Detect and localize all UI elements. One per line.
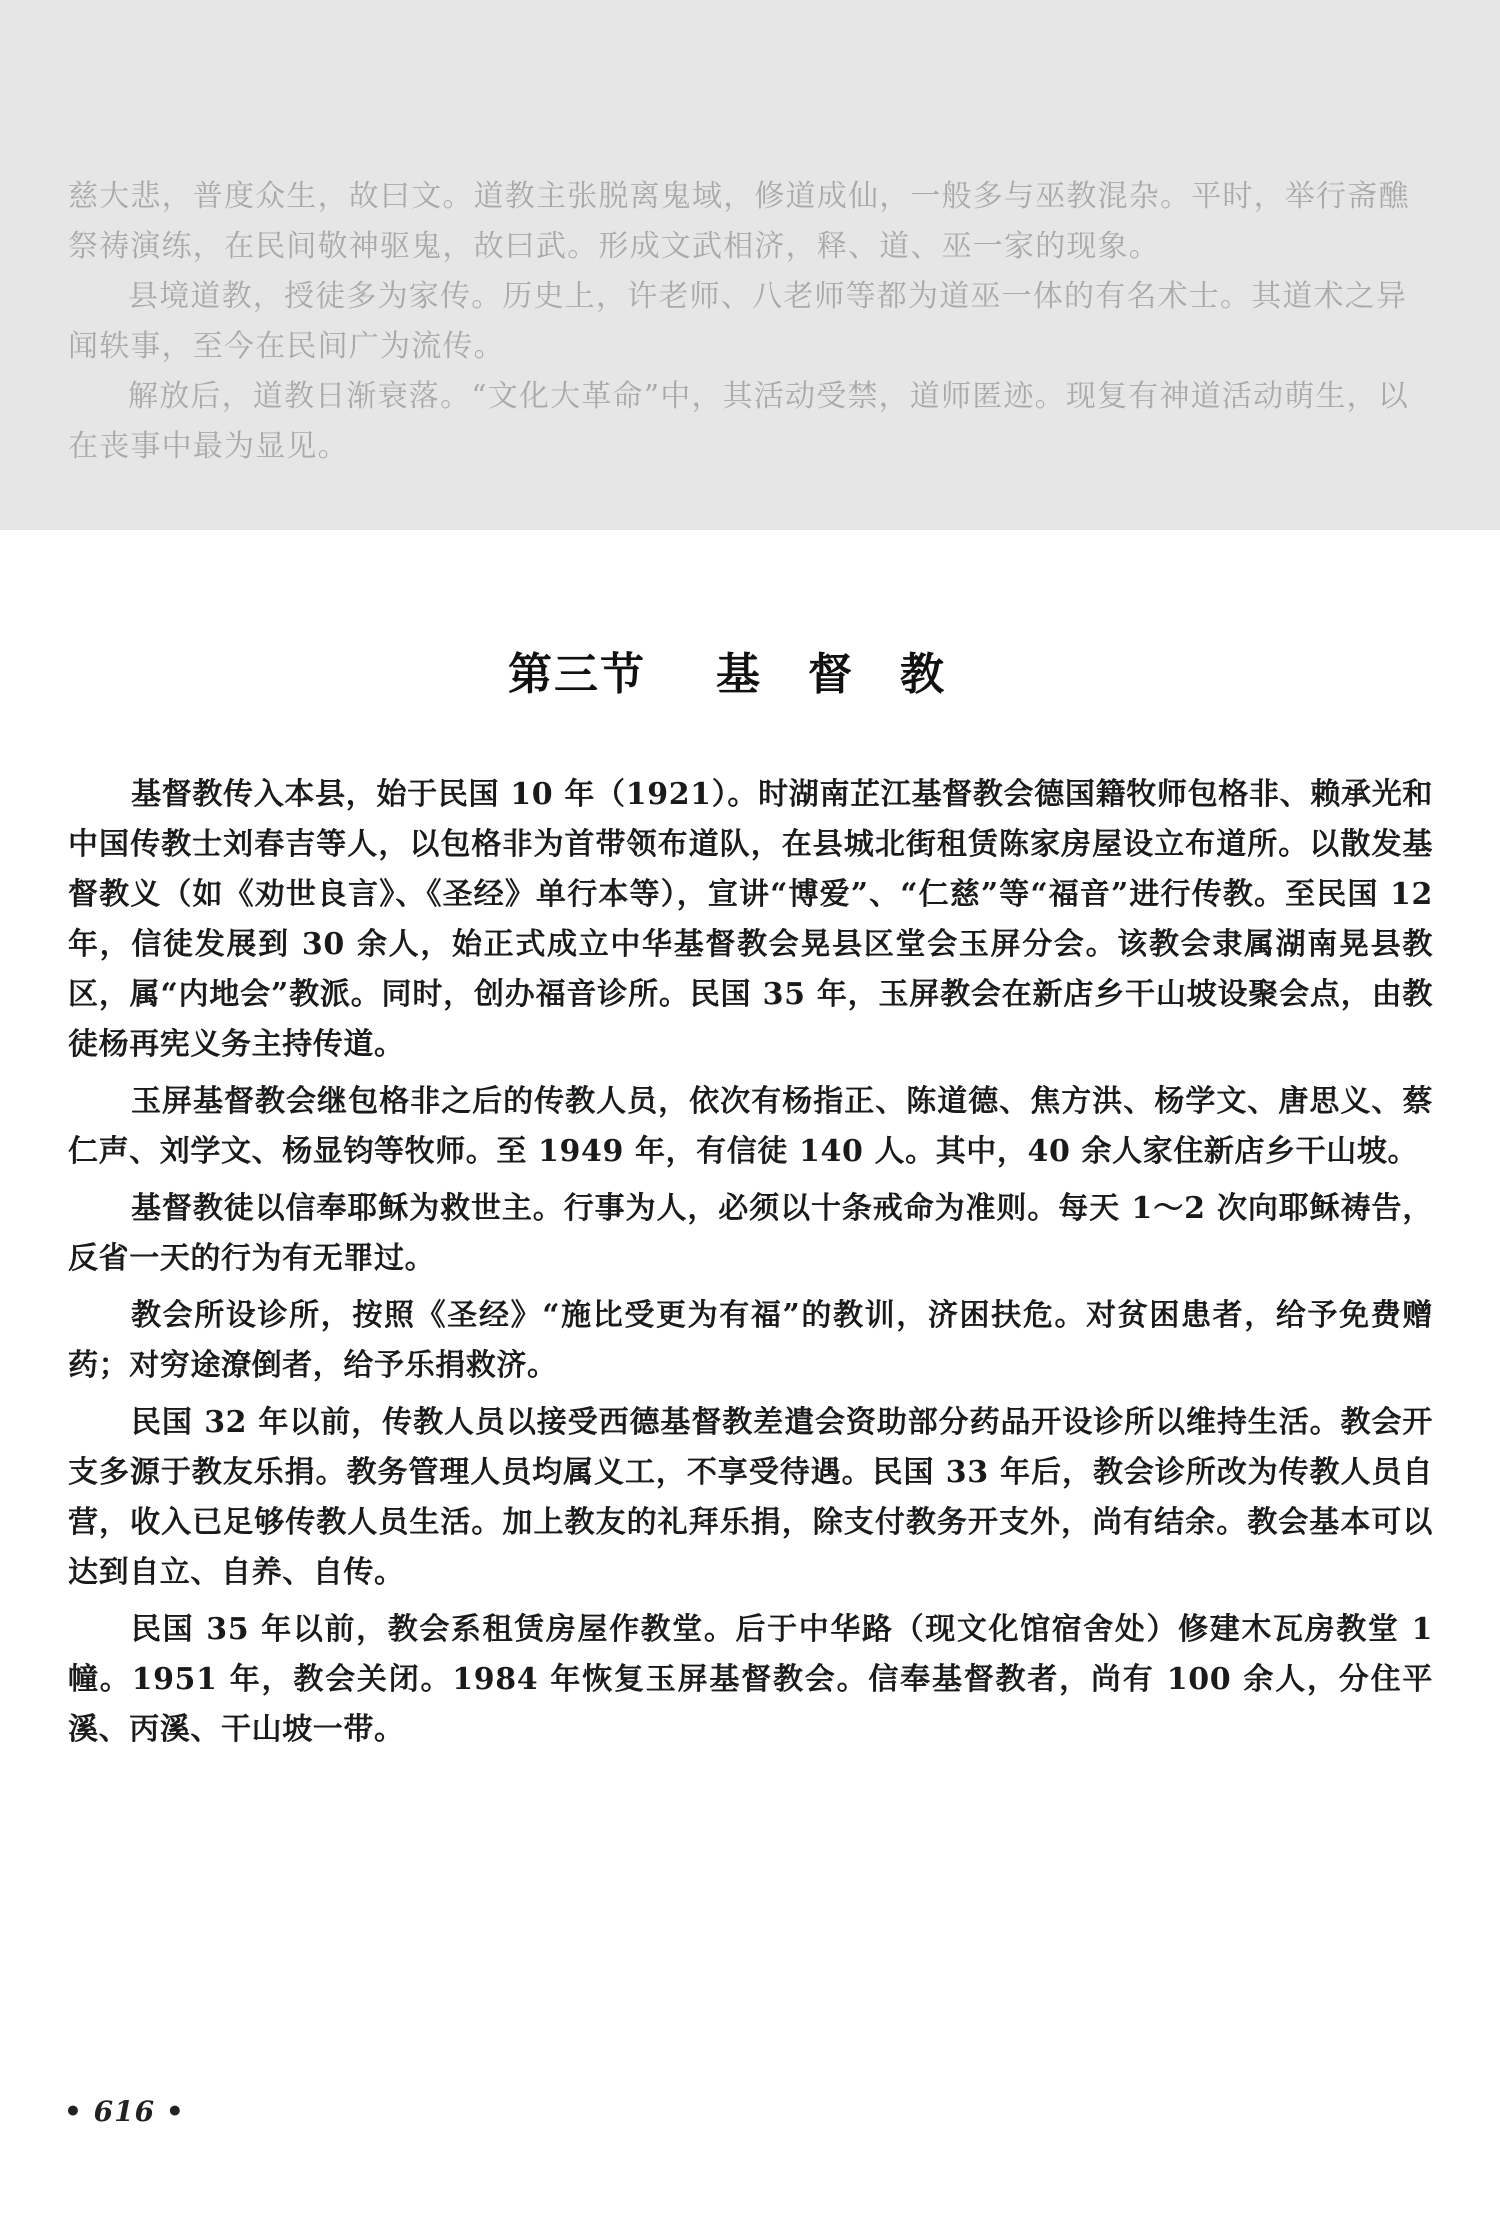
body-paragraph-4: 教会所设诊所，按照《圣经》“施比受更为有福”的教训，济困扶危。对贫困患者，给予免费赠药；对穷途潦倒者，给予乐捐救济。: [68, 1298, 1433, 1383]
page-number: • 616 •: [64, 2095, 185, 2128]
page-number-value: 616: [93, 2095, 156, 2128]
previous-paragraph-1: 慈大悲，普度众生，故曰文。道教主张脱离鬼域，修道成仙，一般多与巫教混杂。平时，举行斋醮祭祷演练，在民间敬神驱鬼，故曰武。形成文武相济，释、道、巫一家的现象。: [68, 179, 1410, 264]
body-paragraph-5: 民国 32 年以前，传教人员以接受西德基督教差遣会资助部分药品开设诊所以维持生活。教会开支多源于教友乐捐。教务管理人员均属义工，不享受待遇。民国 33 年后，教会诊所改为传教人员自营，收入已足够传教人员生活。加上教友的礼拜乐捐，除支付教务开支外，尚有结余。教会基本可以达到自立、自养、自传。: [68, 1405, 1433, 1590]
section-number: 第三节: [508, 649, 646, 700]
section-body: [68, 770, 1433, 1762]
previous-section-band: [0, 0, 1500, 530]
section-title: 基督教: [716, 649, 992, 700]
body-paragraph-3: 基督教徒以信奉耶稣为救世主。行事为人，必须以十条戒命为准则。每天 1～2 次向耶稣祷告，反省一天的行为有无罪过。: [68, 1191, 1433, 1276]
body-paragraph-6: 民国 35 年以前，教会系租赁房屋作教堂。后于中华路（现文化馆宿舍处）修建木瓦房教堂 1 幢。1951 年，教会关闭。1984 年恢复玉屏基督教会。信奉基督教者，尚有 100 余人，分住平溪、丙溪、干山坡一带。: [68, 1612, 1433, 1747]
previous-paragraph-3: 解放后，道教日渐衰落。“文化大革命”中，其活动受禁，道师匿迹。现复有神道活动萌生，以在丧事中最为显见。: [68, 379, 1410, 464]
previous-paragraph-2: 县境道教，授徒多为家传。历史上，许老师、八老师等都为道巫一体的有名术士。其道术之异闻轶事，至今在民间广为流传。: [68, 279, 1408, 364]
section-heading: [0, 638, 1500, 702]
body-paragraph-2: 玉屏基督教会继包格非之后的传教人员，依次有杨指正、陈道德、焦方洪、杨学文、唐思义、蔡仁声、刘学文、杨显钧等牧师。至 1949 年，有信徒 140 人。其中，40 余人家住新店乡干山坡。: [68, 1084, 1433, 1169]
body-paragraph-1: 基督教传入本县，始于民国 10 年（1921）。时湖南芷江基督教会德国籍牧师包格非、赖承光和中国传教士刘春吉等人，以包格非为首带领布道队，在县城北街租赁陈家房屋设立布道所。以散发基督教义（如《劝世良言》、《圣经》单行本等），宣讲“博爱”、“仁慈”等“福音”进行传教。至民国 12 年，信徒发展到 30 余人，始正式成立中华基督教会晃县区堂会玉屏分会。该教会隶属湖南晃县教区，属“内地会”教派。同时，创办福音诊所。民国 35 年，玉屏教会在新店乡干山坡设聚会点，由教徒杨再宪义务主持传道。: [68, 777, 1433, 1062]
previous-section-text: [68, 172, 1433, 472]
